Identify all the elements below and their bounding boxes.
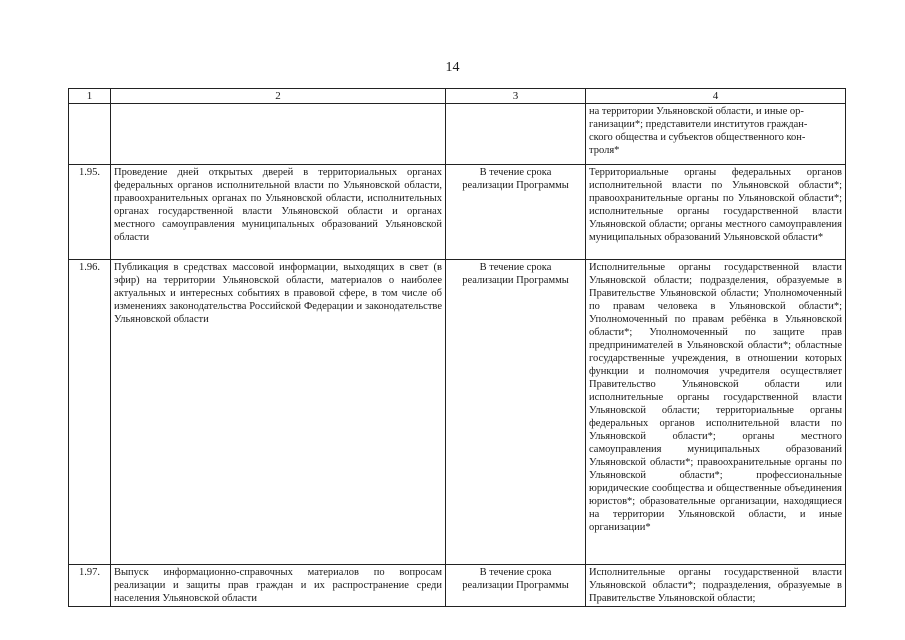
column-header-term: 3 <box>446 89 586 104</box>
row-number-cell: 1.97. <box>69 565 111 607</box>
term-cell: В течение срока реализации Программы <box>446 165 586 260</box>
column-header-event: 2 <box>111 89 446 104</box>
executors-cell: Исполнительные органы государственной власти Ульяновской области*; подразделения, образуемые в Правительстве Ульяновской области; <box>586 565 846 607</box>
row-number-cell: 1.95. <box>69 165 111 260</box>
term-cell: В течение срока реализации Программы <box>446 565 586 607</box>
term-cell <box>446 104 586 165</box>
executors-cell: на территории Ульяновской области, и иные ор- ганизации*; представители институтов граждан- ского общества и субъектов общественного кон- троля* <box>586 104 846 165</box>
column-header-executors: 4 <box>586 89 846 104</box>
table-row <box>69 260 846 565</box>
event-cell: Проведение дней открытых дверей в территориальных органах федеральных органов исполнительной власти по Ульяновской области, правоохранительных органах по Ульяновской области, исполнительных органах государственной власти Ульяновской области и органах местного самоуправления муниципальных образований Ульяновской области <box>111 165 446 260</box>
event-cell: Публикация в средствах массовой информации, выходящих в свет (в эфир) на территории Ульяновской области, материалов о наиболее актуальных и интересных событиях в правовой сфере, в том числе об изменениях законодательства Российской Федерации и законодательстве Ульяновской области <box>111 260 446 565</box>
table-row <box>69 165 846 260</box>
table-row-continuation <box>69 104 846 165</box>
executors-cell: Исполнительные органы государственной власти Ульяновской области; подразделения, образуемые в Правительстве Ульяновской области; Уполномоченный по правам человека в Ульяновской области*; Уполномоченный по правам ребёнка в Ульяновской области*; Уполномоченный по защите прав предпринимателей в Ульяновской области*; областные государственные учреждения, в отношении которых функции и полномочия учредителя осуществляет Правительство Ульяновской области или исполнительные органы государственной власти Ульяновской области; территориальные органы федеральных органов исполнительной власти по Ульяновской области*; органы местного самоуправления муниципальных образований Ульяновской области*; правоохранительные органы по Ульяновской области*; профессиональные юридические сообщества и общественные объединения юристов*; образовательные организации, находящиеся на территории Ульяновской области, и иные организации* <box>586 260 846 565</box>
program-events-table <box>68 88 846 607</box>
table-header-row <box>69 89 846 104</box>
event-cell <box>111 104 446 165</box>
page-number: 14 <box>445 60 460 75</box>
row-number-cell <box>69 104 111 165</box>
executors-cell: Территориальные органы федеральных органов исполнительной власти по Ульяновской области*; правоохранительные органы по Ульяновской области*; исполнительные органы государственной власти Ульяновской области; органы местного самоуправления муниципальных образований Ульяновской области* <box>586 165 846 260</box>
event-cell: Выпуск информационно-справочных материалов по вопросам реализации и защиты прав граждан и их распространение среди населения Ульяновской области <box>111 565 446 607</box>
table-row <box>69 565 846 607</box>
row-number-cell: 1.96. <box>69 260 111 565</box>
column-header-number: 1 <box>69 89 111 104</box>
term-cell: В течение срока реализации Программы <box>446 260 586 565</box>
